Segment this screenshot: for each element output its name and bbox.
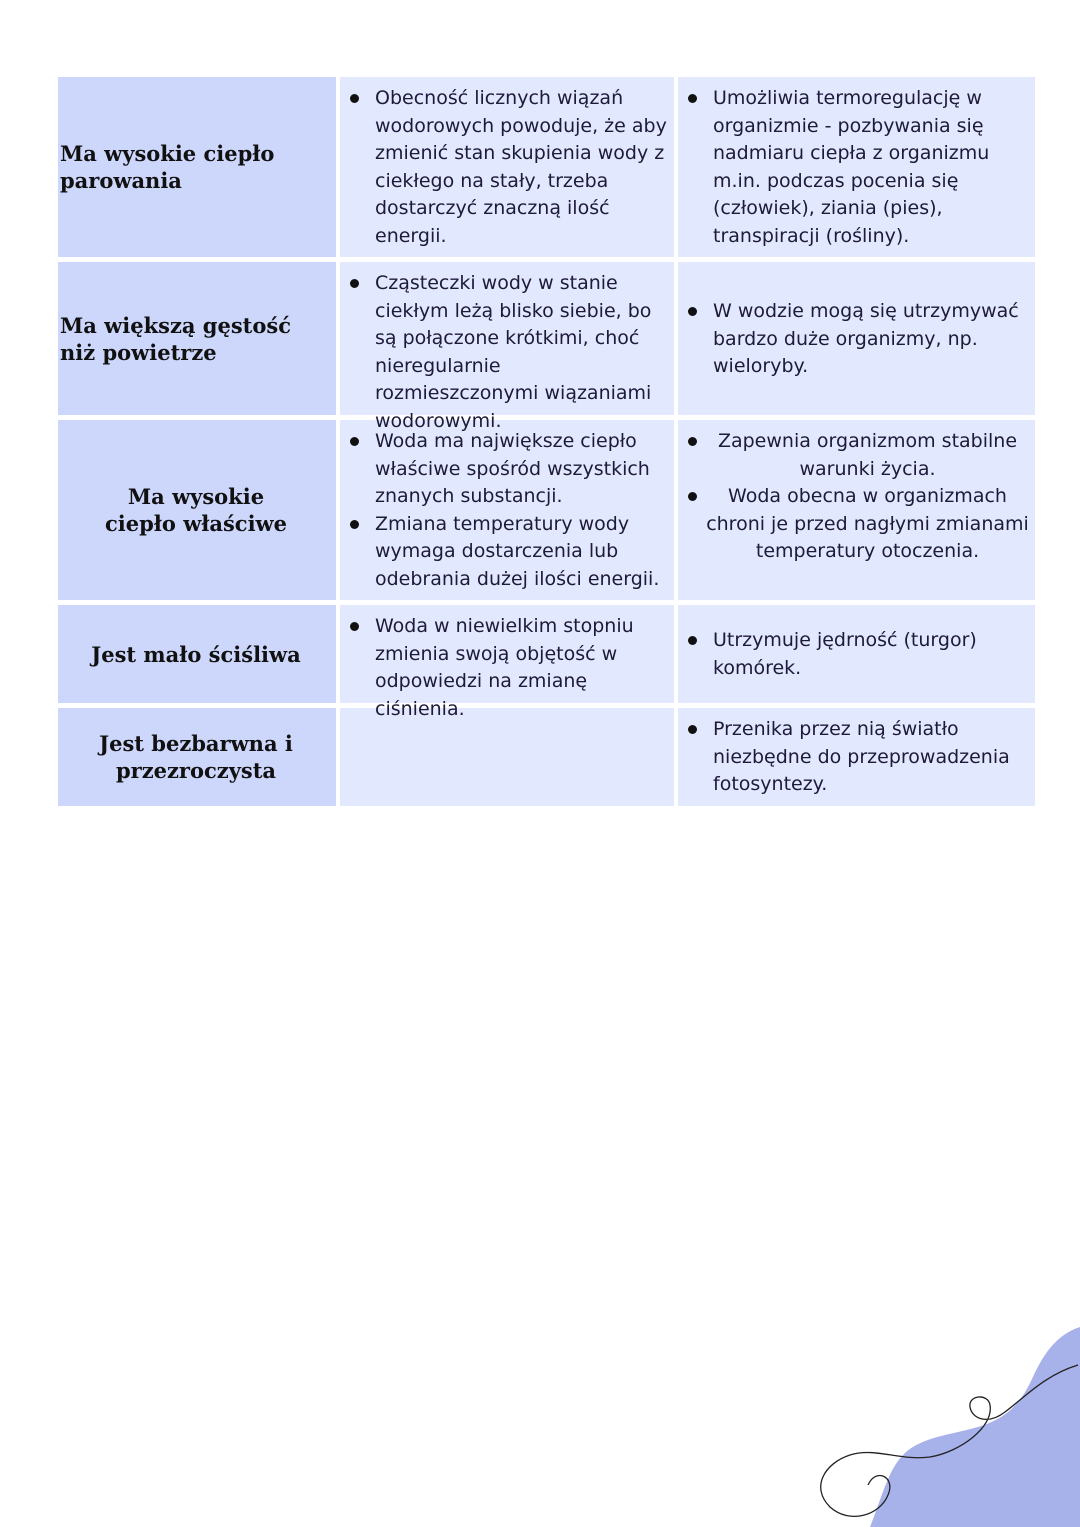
- cause-cell: [340, 420, 674, 600]
- significance-bullet: Przenika przez nią światło niezbędne do przeprowadzenia fotosyntezy.: [686, 716, 1029, 799]
- cause-bullet: Obecność licznych wiązań wodorowych powoduje, że aby zmienić stan skupienia wody z ciekłego na stały, trzeba dostarczyć znaczną ilość energii.: [348, 85, 668, 250]
- cause-cell: [340, 262, 674, 432]
- cause-cell: [340, 605, 674, 720]
- significance-cell: [678, 708, 1035, 806]
- property-cell: [58, 77, 336, 257]
- property-cell: [58, 420, 336, 600]
- significance-cell: [678, 605, 1035, 703]
- cause-bullet: Woda ma największe ciepło właściwe spośród wszystkich znanych substancji.: [348, 428, 668, 511]
- cause-bullet: Woda w niewielkim stopniu zmienia swoją objętość w odpowiedzi na zmianę ciśnienia.: [348, 613, 668, 723]
- property-label: Jest bezbarwna i przezroczysta: [99, 731, 293, 783]
- cause-bullet: Cząsteczki wody w stanie ciekłym leżą blisko siebie, bo są połączone krótkimi, choć nieregularnie rozmieszczonymi wiązaniami wodorowymi.: [348, 270, 668, 435]
- cause-bullet: Zmiana temperatury wody wymaga dostarczenia lub odebrania dużej ilości energii.: [348, 511, 668, 594]
- property-label: Ma większą gęstość niż powietrze: [60, 312, 291, 365]
- significance-cell: [678, 262, 1035, 415]
- property-cell: [58, 605, 336, 703]
- significance-bullet: W wodzie mogą się utrzymywać bardzo duże organizmy, np. wieloryby.: [686, 298, 1029, 381]
- significance-bullet: Woda obecna w organizmach chroni je przed nagłymi zmianami temperatury otoczenia.: [686, 483, 1029, 566]
- decorative-blob-icon: [810, 1327, 1080, 1527]
- significance-cell: [678, 420, 1035, 600]
- significance-bullet: Umożliwia termoregulację w organizmie - pozbywania się nadmiaru ciepła z organizmu m.in. podczas pocenia się (człowiek), ziania (pies), transpiracji (rośliny).: [686, 85, 1029, 250]
- property-label: Ma wysokie ciepło właściwe: [105, 484, 287, 536]
- significance-cell: [678, 77, 1035, 257]
- property-label: Jest mało ściśliwa: [91, 641, 301, 667]
- property-cell: [58, 262, 336, 415]
- cause-cell: [340, 77, 674, 257]
- water-properties-table: [58, 77, 1035, 806]
- property-cell: [58, 708, 336, 806]
- property-label: Ma wysokie ciepło parowania: [60, 141, 275, 193]
- significance-bullet: Utrzymuje jędrność (turgor) komórek.: [686, 627, 1029, 682]
- significance-bullet: Zapewnia organizmom stabilne warunki życia.: [686, 428, 1029, 483]
